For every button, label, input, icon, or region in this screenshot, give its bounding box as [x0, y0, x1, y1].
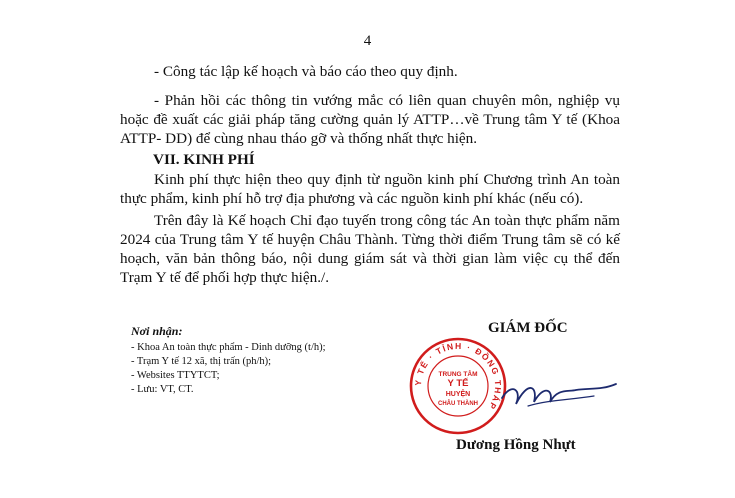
- recipients-title: Nơi nhận:: [131, 324, 183, 338]
- seal-line: TRUNG TÂM: [438, 371, 478, 378]
- recipient-item: - Websites TTYTCT;: [131, 370, 220, 381]
- seal-line: Y TẾ: [447, 378, 469, 389]
- paragraph-closing: Trên đây là Kế hoạch Chỉ đạo tuyến trong công tác An toàn thực phẩm năm 2024 của Trung tâm Y tế huyện Châu Thành. Từng thời điểm Trung tâm sẽ có kế hoạch, văn bản thông báo, nội dung giám sát và thời gian làm việc cụ thể đến Trạm Y tế để phối hợp thực hiện./.: [120, 212, 620, 286]
- recipient-item: - Trạm Y tế 12 xã, thị trấn (ph/h);: [131, 356, 272, 367]
- recipient-item: - Khoa An toàn thực phẩm - Dinh dưỡng (t/h);: [131, 342, 326, 353]
- seal-line: CHÂU THÀNH: [438, 401, 478, 407]
- recipient-item: - Lưu: VT, CT.: [131, 384, 194, 395]
- page-number: 4: [363, 33, 372, 49]
- section-heading: VII. KINH PHÍ: [153, 151, 255, 168]
- paragraph-funding: Kinh phí thực hiện theo quy định từ nguồn kinh phí Chương trình An toàn thực phẩm, kinh phí hỗ trợ địa phương và các nguồn kinh phí khác (nếu có).: [120, 171, 620, 207]
- official-seal: [408, 336, 508, 436]
- seal-ring-text: Y TẾ · TỈNH · ĐỒNG THÁP: [412, 340, 504, 412]
- signer-name: Dương Hồng Nhựt: [456, 437, 576, 453]
- recipients-list: [131, 341, 326, 397]
- handwritten-signature: [498, 360, 618, 430]
- paragraph-planning: - Công tác lập kế hoạch và báo cáo theo quy định.: [154, 63, 458, 80]
- seal-line: HUYỆN: [445, 391, 471, 398]
- signature-title: GIÁM ĐỐC: [488, 320, 568, 336]
- paragraph-feedback: - Phản hồi các thông tin vướng mắc có liên quan chuyên môn, nghiệp vụ hoặc đề xuất các giải pháp tăng cường quản lý ATTP…về Trung tâm Y tế (Khoa ATTP- DD) để cùng nhau tháo gỡ và thống nhất thực hiện.: [120, 92, 620, 147]
